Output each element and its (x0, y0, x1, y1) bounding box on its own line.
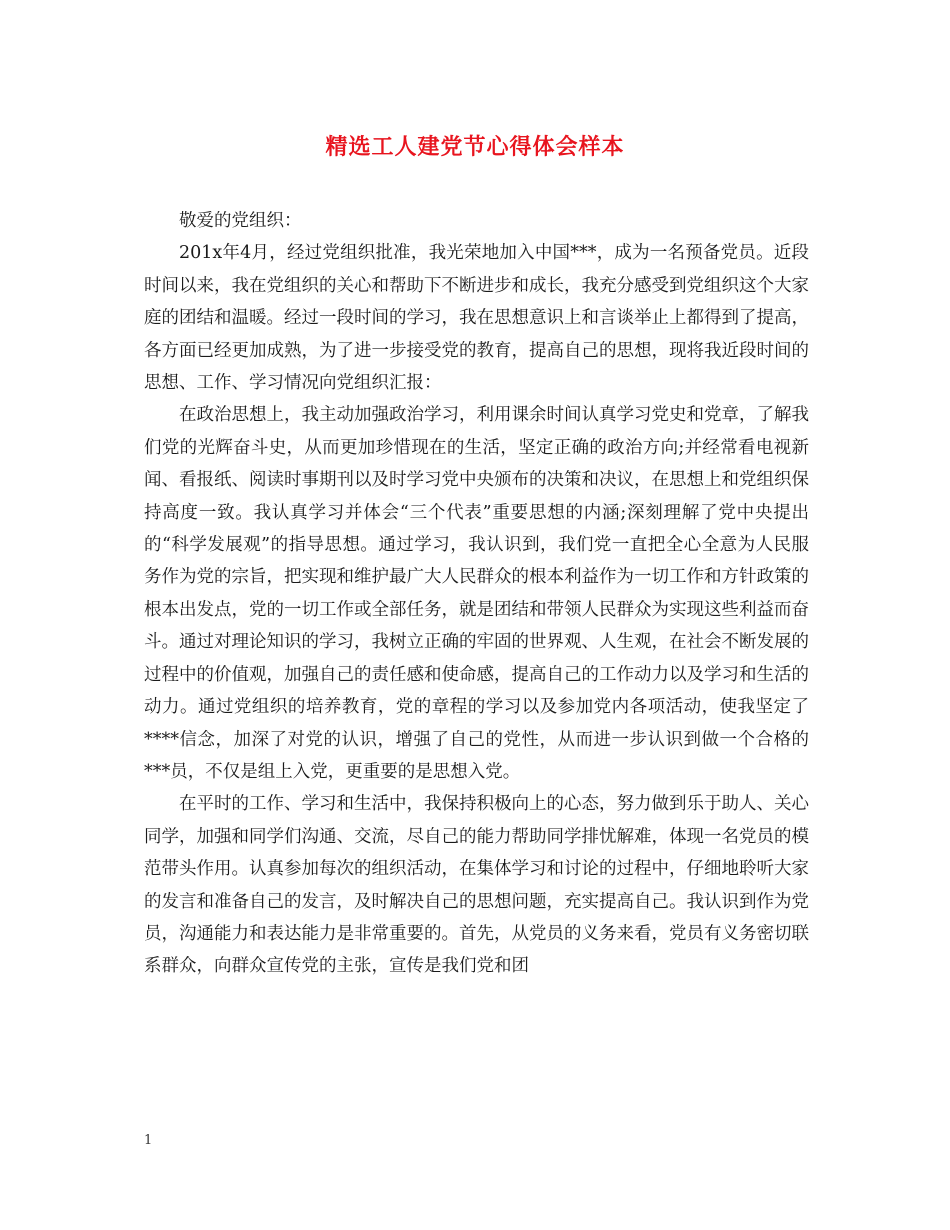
page-number: 1 (144, 1133, 153, 1148)
paragraph-political-thought: 在政治思想上，我主动加强政治学习，利用课余时间认真学习党史和党章，了解我们党的光辉奋斗史，从而更加珍惜现在的生活，坚定正确的政治方向;并经常看电视新闻、看报纸、阅读时事期刊以及时学习党中央颁布的决策和决议，在思想上和党组织保持高度一致。我认真学习并体会“三个代表”重要思想的内涵;深刻理解了党中央提出的“科学发展观”的指导思想。通过学习，我认识到，我们党一直把全心全意为人民服务作为党的宗旨，把实现和维护最广大人民群众的根本利益作为一切工作和方针政策的根本出发点，党的一切工作或全部任务，就是团结和带领人民群众为实现这些利益而奋斗。通过对理论知识的学习，我树立正确的牢固的世界观、人生观，在社会不断发展的过程中的价值观，加强自己的责任感和使命感，提高自己的工作动力以及学习和生活的动力。通过党组织的培养教育，党的章程的学习以及参加党内各项活动，使我坚定了****信念，加深了对党的认识，增强了自己的党性，从而进一步认识到做一个合格的***员，不仅是组上入党，更重要的是思想入党。 (144, 405, 809, 782)
paragraph-daily-work: 在平时的工作、学习和生活中，我保持积极向上的心态，努力做到乐于助人、关心同学，加强和同学们沟通、交流，尽自己的能力帮助同学排忧解难，体现一名党员的模范带头作用。认真参加每次的组织活动，在集体学习和讨论的过程中，仔细地聆听大家的发言和准备自己的发言，及时解决自己的思想问题，充实提高自己。我认识到作为党员，沟通能力和表达能力是非常重要的。首先，从党员的义务来看，党员有义务密切联系群众，向群众宣传党的主张，宣传是我们党和团 (144, 794, 809, 977)
paragraph-intro: 201x年4月，经过党组织批准，我光荣地加入中国***，成为一名预备党员。近段时间以来，我在党组织的关心和帮助下不断进步和成长，我充分感受到党组织这个大家庭的团结和温暖。经过一段时间的学习，我在思想意识上和言谈举止上都得到了提高，各方面已经更加成熟，为了进一步接受党的教育，提高自己的思想，现将我近段时间的思想、工作、学习情况向党组织汇报： (144, 243, 809, 394)
paragraph-salutation: 敬爱的党组织： (179, 211, 302, 231)
document-body (144, 205, 809, 983)
document-title: 精选工人建党节心得体会样本 (325, 134, 625, 160)
